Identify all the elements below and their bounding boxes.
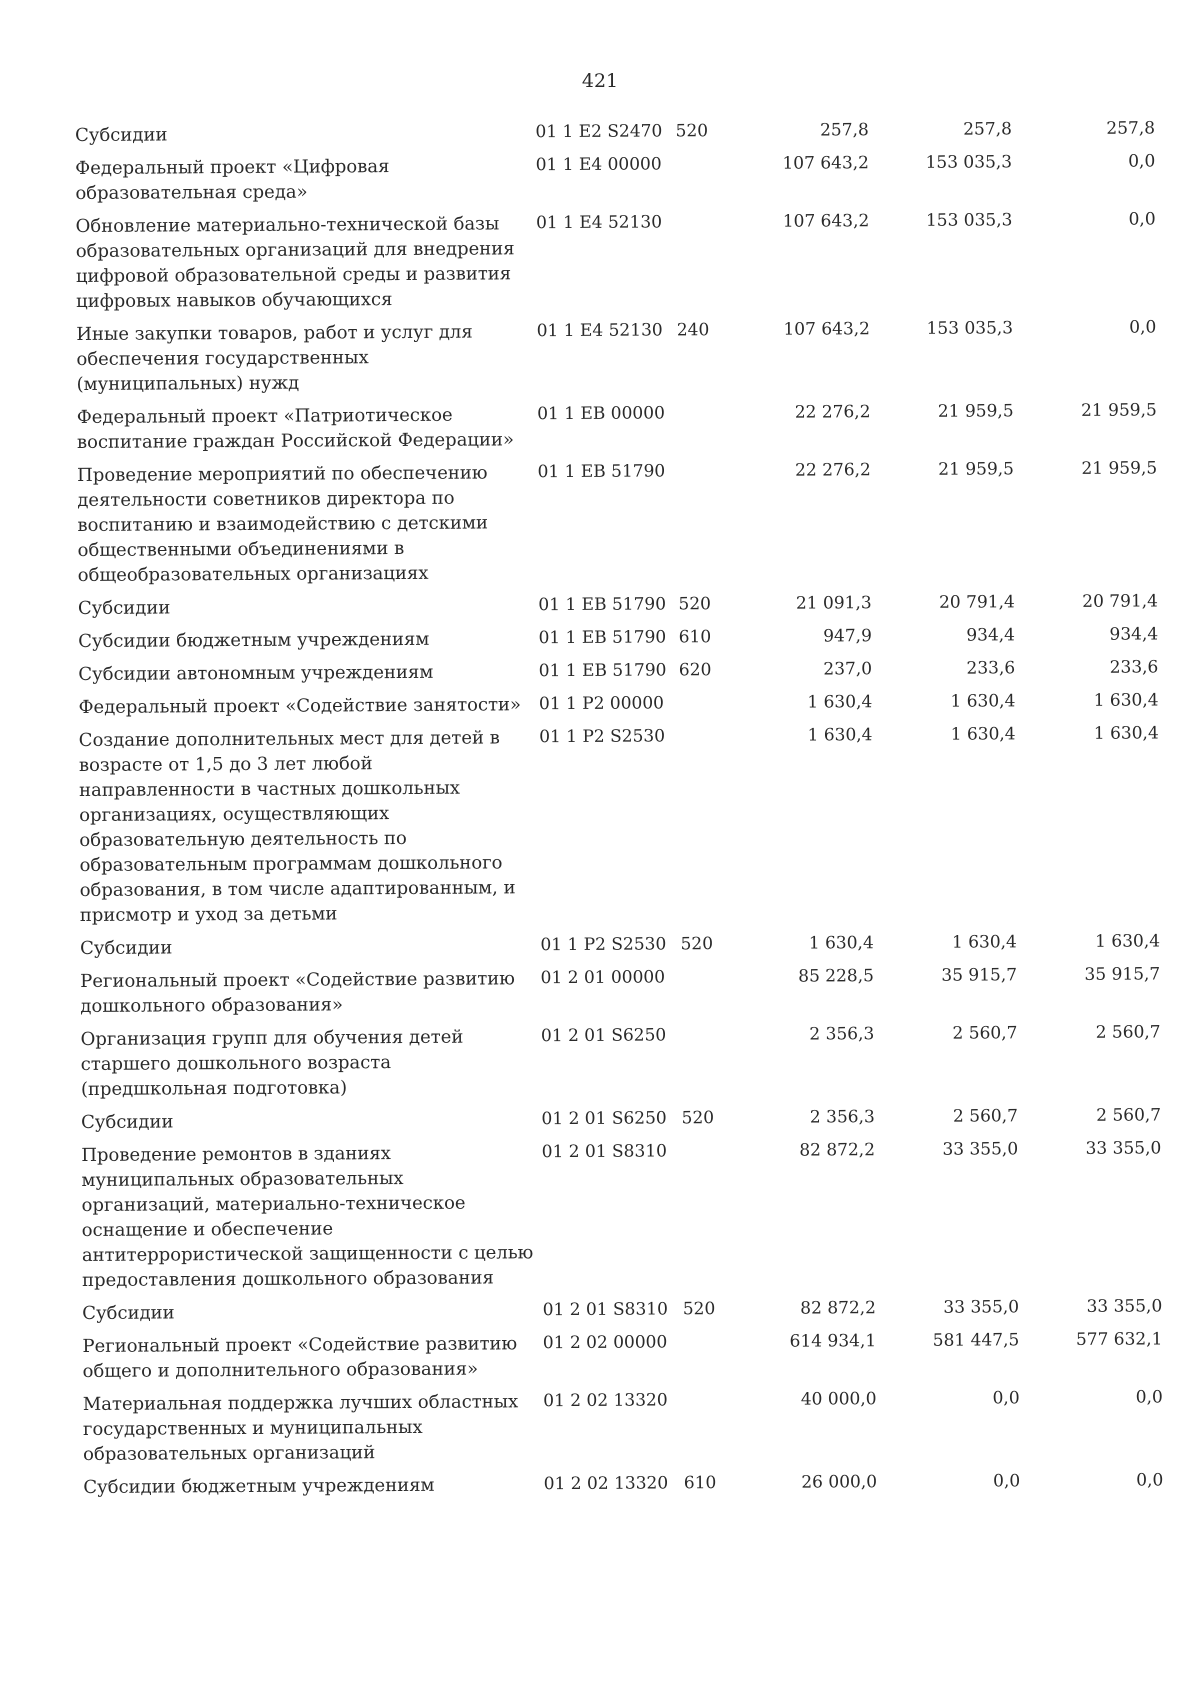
amount-2024: 21 091,3 xyxy=(795,593,872,614)
amount-2026: 20 791,4 xyxy=(1082,591,1159,612)
amount-2024: 1 630,4 xyxy=(807,725,873,746)
target-article-code: 01 1 EB 00000 xyxy=(537,403,665,425)
row-name: Субсидии xyxy=(79,937,173,959)
amount-2025: 257,8 xyxy=(963,119,1012,140)
amount-2024: 237,0 xyxy=(823,659,873,680)
target-article-code: 01 1 E4 00000 xyxy=(535,154,662,176)
amount-2025: 0,0 xyxy=(992,1388,1020,1409)
target-article-code: 01 2 01 00000 xyxy=(540,967,666,989)
budget-table-body xyxy=(75,116,1163,1508)
amount-2026: 0,0 xyxy=(1135,1387,1163,1408)
expense-type-code xyxy=(679,724,730,932)
amount-2025: 1 630,4 xyxy=(950,691,1016,712)
amount-2026: 0,0 xyxy=(1129,317,1157,338)
amount-2024: 107 643,2 xyxy=(782,153,870,174)
target-article-code: 01 1 EB 51790 xyxy=(537,461,666,483)
amount-2026: 233,6 xyxy=(1109,657,1159,678)
amount-2025: 934,4 xyxy=(966,625,1016,646)
amount-2025: 1 630,4 xyxy=(950,724,1016,745)
budget-table xyxy=(75,116,1163,1508)
amount-2024: 22 276,2 xyxy=(795,460,871,481)
target-article-code: 01 2 01 S8310 xyxy=(541,1141,667,1163)
amount-2024: 2 356,3 xyxy=(809,1107,875,1128)
table-row xyxy=(75,149,1155,214)
target-article-code: 01 2 01 S6250 xyxy=(541,1108,667,1130)
amount-2026: 21 959,5 xyxy=(1081,400,1157,421)
amount-2025: 233,6 xyxy=(966,658,1016,679)
row-name: Проведение мероприятий по обеспечению деятельности советников директора по воспитанию и взаимодействию с детскими общественными объединениями в общеобразовательных организациях xyxy=(77,462,488,586)
amount-2026: 0,0 xyxy=(1128,209,1156,230)
table-row xyxy=(77,398,1157,463)
row-name: Федеральный проект «Цифровая образовательная среда» xyxy=(75,156,390,204)
amount-2025: 21 959,5 xyxy=(938,459,1015,480)
amount-2025: 33 355,0 xyxy=(943,1297,1020,1318)
expense-type-code: 520 xyxy=(681,1108,715,1129)
table-row xyxy=(76,207,1157,322)
amount-2025: 581 447,5 xyxy=(932,1330,1020,1351)
amount-2024: 22 276,2 xyxy=(794,402,871,423)
amount-2024: 40 000,0 xyxy=(800,1389,877,1410)
amount-2026: 2 560,7 xyxy=(1095,1022,1161,1043)
table-row xyxy=(81,1020,1161,1110)
row-name: Региональный проект «Содействие развитию общего и дополнительного образования» xyxy=(82,1333,518,1382)
amount-2024: 85 228,5 xyxy=(798,966,874,987)
amount-2024: 257,8 xyxy=(820,120,869,141)
expense-type-code xyxy=(676,152,726,210)
amount-2024: 107 643,2 xyxy=(782,211,870,232)
expense-type-code: 520 xyxy=(675,121,709,142)
table-row xyxy=(83,1468,1163,1508)
target-article-code: 01 2 02 13320 xyxy=(543,1390,668,1412)
amount-2024: 82 872,2 xyxy=(799,1140,876,1161)
amount-2026: 1 630,4 xyxy=(1093,690,1159,711)
target-article-code: 01 2 01 S8310 xyxy=(542,1299,668,1321)
page-number: 421 xyxy=(581,70,619,92)
expense-type-code: 520 xyxy=(682,1299,716,1320)
expense-type-code xyxy=(677,401,727,459)
amount-2026: 21 959,5 xyxy=(1081,458,1158,479)
target-article-code: 01 1 E4 52130 xyxy=(535,212,663,234)
target-article-code: 01 1 EB 51790 xyxy=(538,627,667,649)
amount-2025: 20 791,4 xyxy=(939,592,1015,613)
row-name: Субсидии xyxy=(77,597,171,619)
amount-2026: 1 630,4 xyxy=(1093,723,1159,744)
amount-2025: 0,0 xyxy=(993,1471,1021,1492)
row-name: Материальная поддержка лучших областных государственных и муниципальных образовательных организаций xyxy=(82,1391,519,1465)
amount-2026: 257,8 xyxy=(1106,118,1156,139)
row-name: Федеральный проект «Содействие занятости» xyxy=(78,694,522,718)
target-article-code: 01 1 E4 52130 xyxy=(536,320,663,342)
table-row xyxy=(77,456,1158,596)
amount-2025: 2 560,7 xyxy=(952,1106,1018,1127)
expense-type-code xyxy=(681,965,731,1023)
row-name: Организация групп для обучения детей старшего дошкольного возраста (предшкольная подготовка) xyxy=(80,1026,464,1100)
row-name: Федеральный проект «Патриотическое воспитание граждан Российской Федерации» xyxy=(76,404,515,453)
expense-type-code: 620 xyxy=(678,660,712,681)
expense-type-code: 520 xyxy=(678,594,712,615)
target-article-code: 01 1 P2 S2530 xyxy=(539,726,666,748)
row-name: Субсидии бюджетным учреждениям xyxy=(83,1474,435,1498)
amount-2026: 1 630,4 xyxy=(1095,931,1161,952)
table-row xyxy=(80,962,1160,1027)
amount-2024: 107 643,2 xyxy=(783,319,871,340)
row-name: Субсидии бюджетным учреждениям xyxy=(78,628,430,652)
amount-2024: 2 356,3 xyxy=(809,1024,875,1045)
row-name: Создание дополнительных мест для детей в возрасте от 1,5 до 3 лет любой направленности в частных дошкольных организациях, осуществляющих образовательную деятельность по образовательным программам дошкольного образования, в том числе адаптированным, и присмотр и уход за детьми xyxy=(78,727,516,926)
target-article-code: 01 1 P2 00000 xyxy=(538,693,665,715)
table-row xyxy=(81,1136,1162,1301)
amount-2024: 82 872,2 xyxy=(800,1298,877,1319)
table-row xyxy=(76,315,1156,405)
amount-2025: 35 915,7 xyxy=(941,965,1018,986)
amount-2025: 33 355,0 xyxy=(942,1139,1019,1160)
row-name: Субсидии xyxy=(75,124,168,146)
table-row xyxy=(79,721,1160,936)
amount-2026: 35 915,7 xyxy=(1084,964,1161,985)
amount-2025: 1 630,4 xyxy=(951,932,1017,953)
table-row xyxy=(82,1327,1162,1392)
target-article-code: 01 2 01 S6250 xyxy=(540,1025,667,1047)
expense-type-code: 240 xyxy=(676,320,710,341)
row-name: Субсидии автономным учреждениям xyxy=(78,661,434,685)
target-article-code: 01 1 E2 S2470 xyxy=(535,121,663,143)
target-article-code: 01 2 02 00000 xyxy=(542,1332,668,1354)
expense-type-code xyxy=(679,691,729,724)
amount-2026: 2 560,7 xyxy=(1096,1105,1162,1126)
target-article-code: 01 1 EB 51790 xyxy=(538,594,667,616)
amount-2026: 33 355,0 xyxy=(1086,1296,1163,1317)
amount-2024: 947,9 xyxy=(823,626,872,647)
amount-2024: 614 934,1 xyxy=(789,1331,877,1352)
row-name: Региональный проект «Содействие развитию дошкольного образования» xyxy=(80,968,516,1017)
amount-2025: 21 959,5 xyxy=(937,401,1014,422)
amount-2025: 2 560,7 xyxy=(952,1023,1018,1044)
amount-2026: 0,0 xyxy=(1128,151,1156,172)
row-name: Субсидии xyxy=(82,1302,175,1324)
expense-type-code: 520 xyxy=(680,934,714,955)
row-name: Субсидии xyxy=(81,1111,174,1133)
target-article-code: 01 2 02 13320 xyxy=(543,1473,669,1495)
expense-type-code xyxy=(683,1388,734,1471)
expense-type-code xyxy=(683,1330,733,1388)
target-article-code: 01 1 P2 S2530 xyxy=(540,934,667,956)
amount-2025: 153 035,3 xyxy=(926,318,1014,339)
amount-2026: 577 632,1 xyxy=(1075,1329,1163,1350)
expense-type-code xyxy=(682,1139,733,1297)
row-name: Иные закупки товаров, работ и услуг для обеспечения государственных (муниципальных) нужд xyxy=(76,321,473,395)
amount-2026: 0,0 xyxy=(1136,1470,1164,1491)
expense-type-code xyxy=(678,459,729,592)
amount-2024: 26 000,0 xyxy=(801,1472,878,1493)
amount-2026: 934,4 xyxy=(1109,624,1159,645)
expense-type-code: 610 xyxy=(678,627,712,648)
amount-2025: 153 035,3 xyxy=(925,210,1013,231)
expense-type-code: 610 xyxy=(683,1473,717,1494)
amount-2026: 33 355,0 xyxy=(1085,1138,1162,1159)
table-row xyxy=(83,1385,1163,1475)
expense-type-code xyxy=(681,1023,732,1106)
row-name: Проведение ремонтов в зданиях муниципальных образовательных организаций, материально-техническое оснащение и обеспечение антитеррористической защищенности с целью предоставления дошкольного образования xyxy=(81,1143,534,1291)
amount-2024: 1 630,4 xyxy=(808,933,874,954)
amount-2025: 153 035,3 xyxy=(925,152,1013,173)
amount-2024: 1 630,4 xyxy=(807,692,873,713)
target-article-code: 01 1 EB 51790 xyxy=(538,660,667,682)
expense-type-code xyxy=(676,210,727,318)
row-name: Обновление материально-технической базы образовательных организаций для внедрения цифровой образовательной среды и развития цифровых навыков обучающихся xyxy=(75,213,515,312)
